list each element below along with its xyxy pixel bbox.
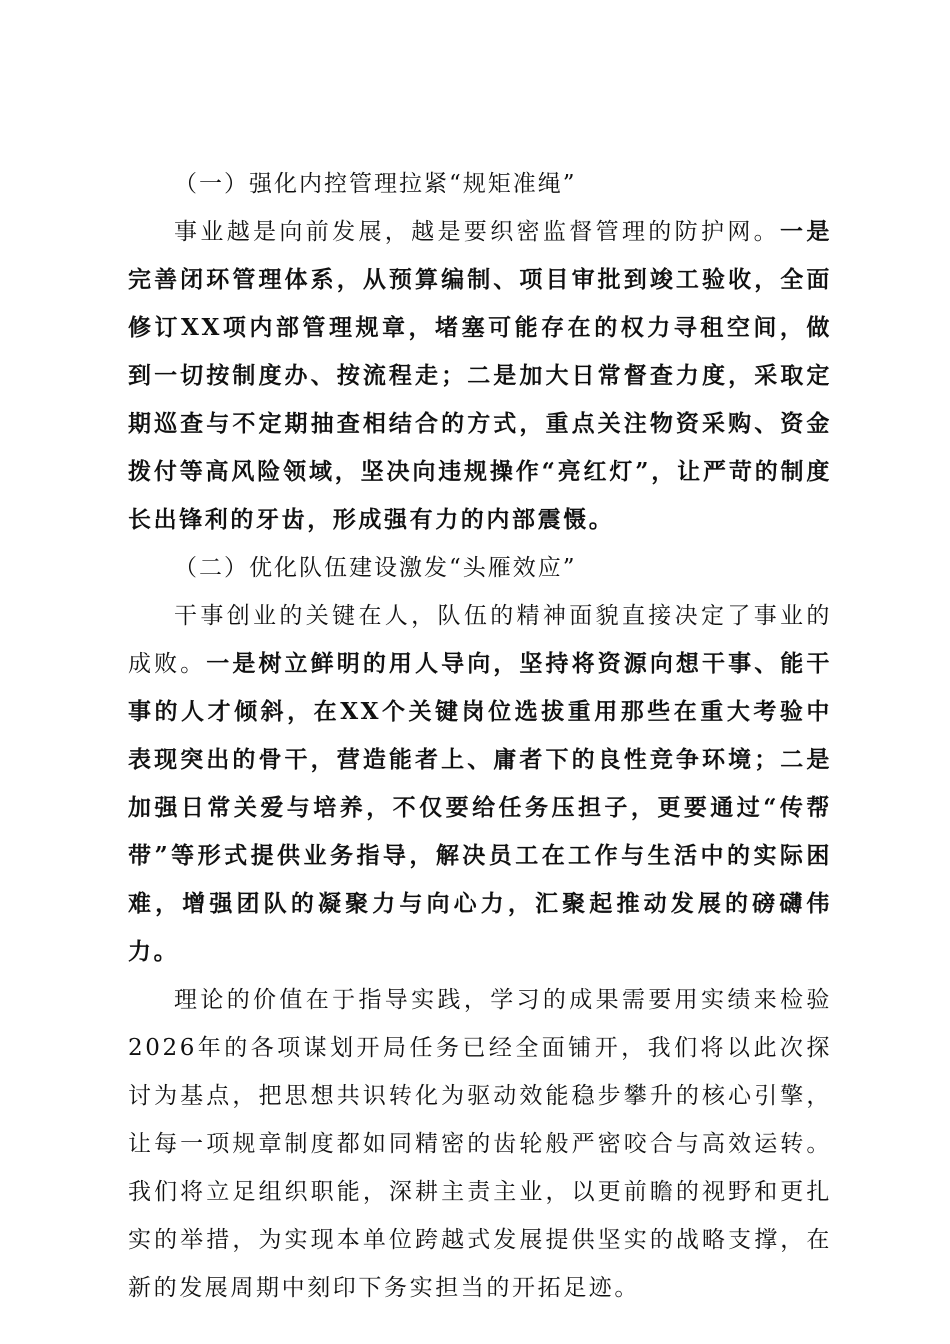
- section-2-point-2: 二是加强日常关爱与培养，不仅要给任务压担子，更要通过“传帮带”等形式提供业务指导，解决员工在工作与生活中的实际困难，增强团队的凝聚力与向心力，汇聚起推动发展的磅礴伟力。: [128, 746, 832, 965]
- section-2-point-1: 一是树立鲜明的用人导向，坚持将资源向想干事、能干事的人才倾斜，在XX个关键岗位选拔重用那些在重大考验中表现突出的骨干，营造能者上、庸者下的良性竞争环境；: [128, 650, 832, 773]
- document-body: [128, 160, 832, 1312]
- section-2-paragraph: [128, 592, 832, 976]
- section-1-point-1: 一是完善闭环管理体系，从预算编制、项目审批到竣工验收，全面修订XX项内部管理规章，堵塞可能存在的权力寻租空间，做到一切按制度办、按流程走；: [128, 218, 832, 389]
- section-1-lead: 事业越是向前发展，越是要织密监督管理的防护网。: [174, 219, 781, 245]
- section-1-point-2: 二是加大日常督查力度，采取定期巡查与不定期抽查相结合的方式，重点关注物资采购、资金拨付等高风险领域，坚决向违规操作“亮红灯”，让严苛的制度长出锋利的牙齿，形成强有力的内部震慑。: [128, 362, 832, 533]
- conclusion-paragraph: 理论的价值在于指导实践，学习的成果需要用实绩来检验2026年的各项谋划开局任务已经全面铺开，我们将以此次探讨为基点，把思想共识转化为驱动效能稳步攀升的核心引擎，让每一项规章制度都如同精密的齿轮般严密咬合与高效运转。我们将立足组织职能，深耕主责主业，以更前瞻的视野和更扎实的举措，为实现本单位跨越式发展提供坚实的战略支撑，在新的发展周期中刻印下务实担当的开拓足迹。: [128, 987, 832, 1301]
- section-1-paragraph: [128, 208, 832, 544]
- section-1-heading: （一）强化内控管理拉紧“规矩准绳”: [174, 171, 577, 197]
- section-2-lead: 干事创业的关键在人，队伍的精神面貌直接决定了事业的成败。: [128, 603, 832, 677]
- section-2-heading: （二）优化队伍建设激发“头雁效应”: [174, 555, 577, 581]
